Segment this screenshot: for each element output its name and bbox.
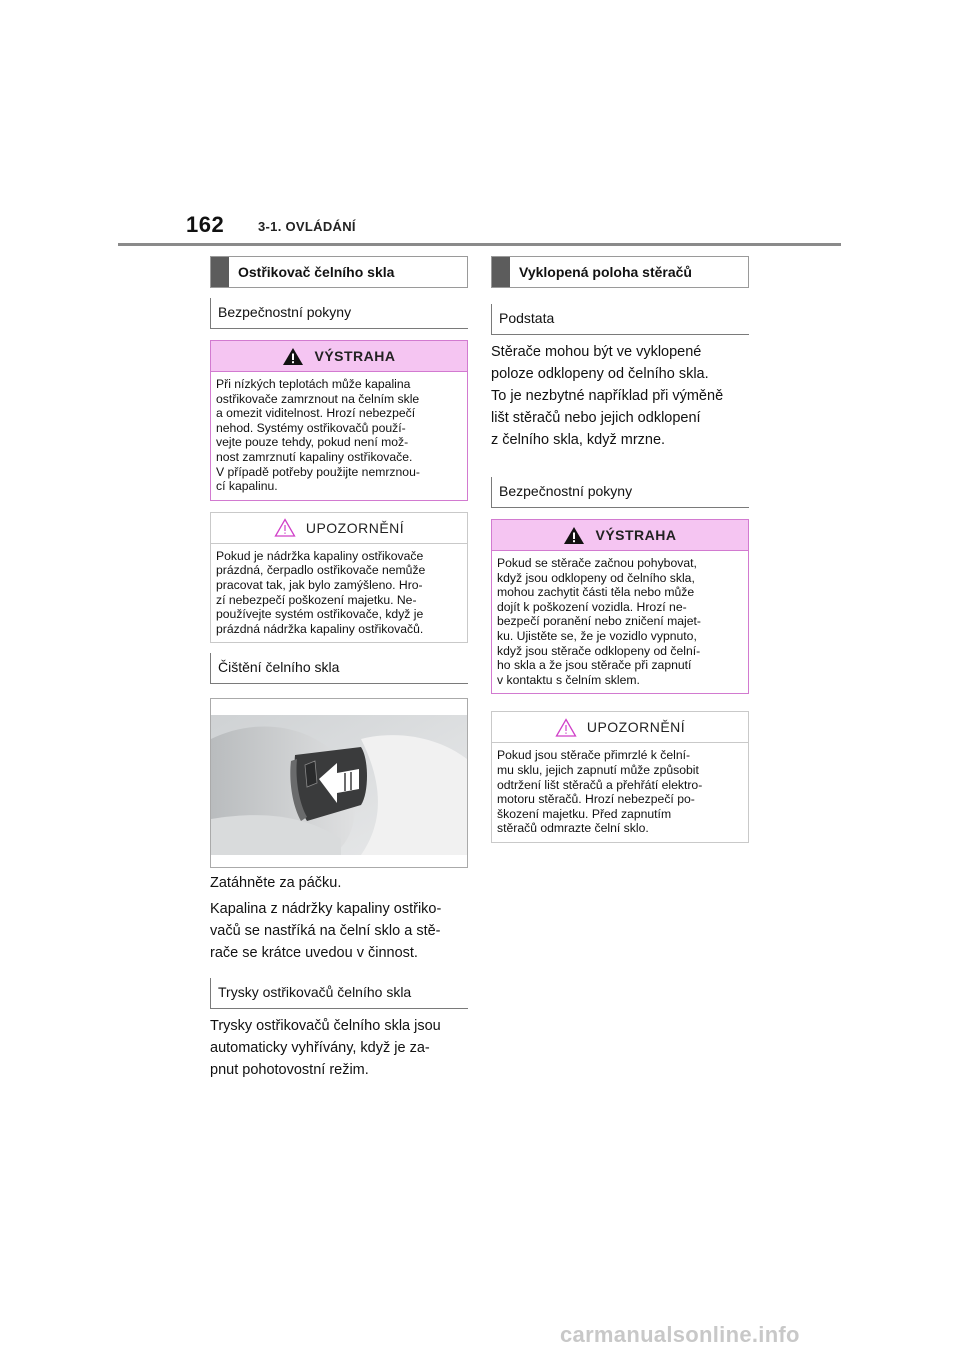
text-line: To je nezbytné například při výměně (491, 388, 724, 404)
warning-line: cí kapalinu. (216, 479, 278, 494)
warning-line: nehod. Systémy ostřikovačů použí- (216, 420, 406, 435)
caution-triangle-icon (555, 718, 577, 737)
notice-line: prázdná nádržka kapaliny ostřikovačů. (216, 621, 424, 636)
warning-line: Pokud se stěrače začnou pohybovat, (497, 556, 697, 570)
notice-line: škození majetku. Před zapnutím (497, 806, 672, 821)
warning-line: Při nízkých teplotách může kapalina (216, 377, 411, 391)
warning-text (211, 372, 467, 500)
text-line: poloze odklopeny od čelního skla. (491, 366, 709, 382)
caution-triangle-icon (274, 518, 296, 537)
warning-line: v kontaktu s čelním sklem. (497, 672, 640, 687)
warning-line: když jsou odklopeny od čelního skla, (497, 570, 695, 585)
warning-title: VÝSTRAHA (595, 527, 677, 543)
cleaning-instruction (210, 872, 468, 964)
section-heading-washer (210, 256, 468, 288)
warning-triangle-icon (282, 347, 304, 366)
text-line: z čelního skla, když mrzne. (491, 432, 666, 448)
notice-text (492, 743, 748, 842)
warning-box (491, 519, 749, 694)
warning-line: ku. Ujistěte se, že je vozidlo vypnuto, (497, 628, 697, 643)
warning-line: bezpečí poranění nebo zničení majet- (497, 614, 701, 629)
subhead-nozzles: Trysky ostřikovačů čelního skla (210, 978, 468, 1009)
nozzles-text (210, 1015, 468, 1081)
notice-line: odtržení lišt stěračů a přehřátí elektro- (497, 777, 703, 792)
section-marker (492, 257, 510, 287)
warning-line: a omezit viditelnost. Hrozí nebezpečí (216, 406, 416, 421)
text-line: rače se krátce uvedou v činnost. (210, 945, 418, 962)
warning-title: VÝSTRAHA (314, 348, 396, 364)
text-line: lišt stěračů nebo jejich odklopení (491, 410, 701, 426)
notice-title-bar (211, 513, 467, 544)
notice-box (210, 512, 468, 644)
warning-title-bar (211, 341, 467, 372)
subhead-safety: Bezpečnostní pokyny (210, 298, 468, 329)
warning-line: vejte pouze tehdy, pokud není mož- (216, 435, 409, 450)
warning-line: ostřikovače zamrznout na čelním skle (216, 391, 420, 406)
notice-line: používejte systém ostřikovače, když je (216, 607, 424, 622)
header-rule (118, 243, 841, 246)
principle-text (491, 341, 749, 451)
text-line: Trysky ostřikovačů čelního skla jsou (210, 1018, 441, 1035)
warning-line: dojít k poškození vozidla. Hrozí ne- (497, 599, 687, 614)
notice-line: mu sklu, jejich zapnutí může způsobit (497, 762, 699, 777)
notice-text (211, 544, 467, 643)
section-title: Ostřikovač čelního skla (238, 264, 395, 280)
section-marker (211, 257, 229, 287)
notice-title-bar (492, 712, 748, 743)
section-title: Vyklopená poloha stěračů (519, 264, 692, 280)
chapter-title: 3-1. OVLÁDÁNÍ (258, 219, 356, 234)
notice-line: pracovat tak, jak bylo zamýšleno. Hro- (216, 577, 423, 592)
left-column (210, 256, 468, 1081)
subhead-safety: Bezpečnostní pokyny (491, 477, 749, 508)
text-line: Stěrače mohou být ve vyklopené (491, 344, 702, 360)
notice-line: Pokud je nádržka kapaliny ostřikovače (216, 548, 424, 563)
lever-drawing (211, 699, 467, 867)
text-line: Kapalina z nádržky kapaliny ostřiko- (210, 901, 442, 918)
text-line: pnut pohotovostní režim. (210, 1062, 369, 1079)
warning-title-bar (492, 520, 748, 551)
warning-line: ho skla a že jsou stěrače při zapnutí (497, 658, 692, 673)
notice-line: stěračů odmrazte čelní sklo. (497, 821, 649, 836)
page-number: 162 (186, 212, 225, 237)
warning-line: když jsou stěrače odklopeny od čelní- (497, 643, 701, 658)
subhead-principle: Podstata (491, 304, 749, 335)
notice-line: prázdná, čerpadlo ostřikovače nemůže (216, 563, 426, 578)
watermark-link[interactable]: carmanualsonline.info (560, 1322, 800, 1347)
text-line: Zatáhněte za páčku. (210, 875, 342, 892)
warning-text (492, 551, 748, 693)
warning-line: mohou zachytit části těla nebo může (497, 585, 695, 600)
notice-box (491, 711, 749, 843)
subhead-cleaning: Čištění čelního skla (210, 653, 468, 684)
washer-lever-illustration (210, 698, 468, 868)
notice-line: zí nebezpečí poškození majetku. Ne- (216, 592, 417, 607)
notice-title: UPOZORNĚNÍ (586, 719, 686, 736)
text-line: automaticky vyhřívány, když je za- (210, 1040, 430, 1057)
notice-line: Pokud jsou stěrače přimrzlé k čelní- (497, 748, 691, 763)
notice-line: motoru stěračů. Hrozí nebezpečí po- (497, 792, 695, 807)
right-column (491, 256, 749, 843)
section-heading-wiper-position (491, 256, 749, 288)
warning-box (210, 340, 468, 501)
warning-line: nost zamrznutí kapaliny ostřikovače. (216, 449, 413, 464)
warning-line: V případě potřeby použijte nemrznou- (216, 464, 420, 479)
text-line: vačů se nastříká na čelní sklo a stě- (210, 923, 441, 940)
notice-title: UPOZORNĚNÍ (305, 519, 405, 536)
warning-triangle-icon (563, 526, 585, 545)
